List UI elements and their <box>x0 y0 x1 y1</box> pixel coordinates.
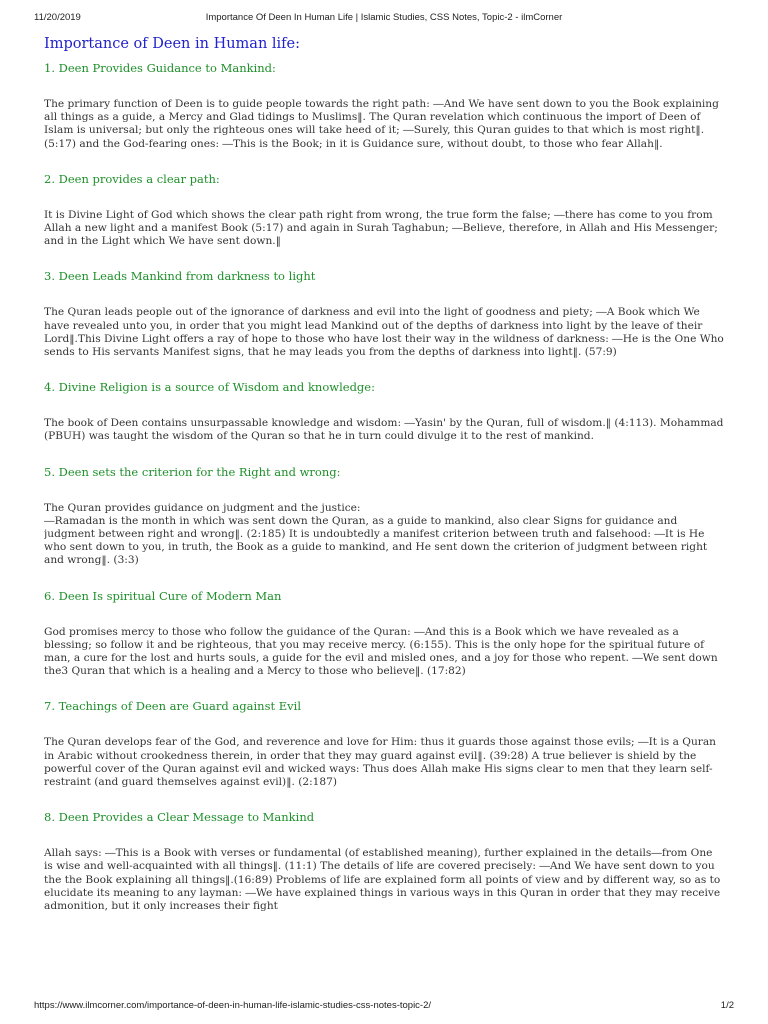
section-body-5: The Quran provides guidance on judgment and the justice: ―Ramadan is the month in which was sent down the Quran, as a guide to mankind, also clear Signs for guidance and judgment between right and wrong‖. (2:185) It is undoubtedly a manifest criterion between truth and falsehood: ―It is He who sent down to you, in truth, the Book as a guide to mankind, and He sent down the criterion of judgment between right and wrong‖. (3:3) <box>44 501 708 567</box>
section-heading-6: 6. Deen Is spiritual Cure of Modern Man <box>44 588 282 603</box>
section-heading-1: 1. Deen Provides Guidance to Mankind: <box>44 61 276 75</box>
section-heading-3: 3. Deen Leads Mankind from darkness to light <box>44 269 316 284</box>
article <box>44 36 724 994</box>
article-title: Importance of Deen in Human life: <box>44 36 301 52</box>
page-url: https://www.ilmcorner.com/importance-of-deen-in-human-life-islamic-studies-css-notes-topic-2/ <box>34 1000 432 1011</box>
page-number: 1/2 <box>720 1000 734 1011</box>
section-heading-7: 7. Teachings of Deen are Guard against Evil <box>44 699 302 714</box>
section-body-4: The book of Deen contains unsurpassable knowledge and wisdom: ―Yasin' by the Quran, full of wisdom.‖ (4:113). Mohammad (PBUH) was taught the wisdom of the Quran so that he in turn could divulge it to the rest of mankind. <box>44 417 724 443</box>
section-heading-5: 5. Deen sets the criterion for the Right and wrong: <box>44 464 341 479</box>
section-body-6: God promises mercy to those who follow the guidance of the Quran: ―And this is a Book which we have revealed as a blessing; so follow it and be righteous, that you may receive mercy. (6:155). This is the only hope for the spiritual future of man, a cure for the lost and hurts souls, a guide for the evil and misled ones, and a joy for those who repent. ―We sent down the3 Quran that which is a healing and a Mercy to those who believe‖. (17:82) <box>44 625 718 678</box>
section-body-7: The Quran develops fear of the God, and reverence and love for Him: thus it guards those against those evils; ―It is a Quran in Arabic without crookedness therein, in order that they may guard against evil‖. (39:28) A true believer is shield by the powerful cover of the Quran against evil and wicked ways: Thus does Allah make His signs clear to men that they learn self-restraint (and guard themselves against evil)‖. (2:187) <box>44 736 716 789</box>
section-body-2: It is Divine Light of God which shows the clear path right from wrong, the true form the false; ―there has come to you from Allah a new light and a manifest Book (5:17) and again in Surah Taghabun; ―Believe, therefore, in Allah and His Messenger; and in the Light which We have sent down.‖ <box>44 208 718 248</box>
section-heading-2: 2. Deen provides a clear path: <box>44 171 220 186</box>
section-body-1: The primary function of Deen is to guide people towards the right path: ―And We have sent down to you the Book explaining all things as a guide, a Mercy and Glad tidings to Muslims‖. The Quran revelation which continuous the import of Deen of Islam is universal; but only the righteous ones will take heed of it; ―Surely, this Quran guides to that which is most right‖. (5:17) and the God-fearing ones: ―This is the Book; in it is Guidance sure, without doubt, to those who fear Allah‖. <box>44 98 719 150</box>
section-heading-8: 8. Deen Provides a Clear Message to Mankind <box>44 810 315 825</box>
print-date: 11/20/2019 <box>34 12 81 23</box>
print-header <box>34 12 734 23</box>
print-page-title: Importance Of Deen In Human Life | Islamic Studies, CSS Notes, Topic-2 - ilmCorner <box>205 12 563 23</box>
section-body-3: The Quran leads people out of the ignorance of darkness and evil into the light of goodness and piety; ―A Book which We have revealed unto you, in order that you might lead Mankind out of the depths of darkness into light by the leave of their Lord‖.This Divine Light offers a ray of hope to those who have lost their way in the wildness of darkness: ―He is the One Who sends to His servants Manifest signs, that he may leads you from the depths of darkness into light‖. (57:9) <box>44 306 724 359</box>
print-footer <box>34 1000 734 1011</box>
section-heading-4: 4. Divine Religion is a source of Wisdom and knowledge: <box>44 380 375 395</box>
section-body-8: Allah says: ―This is a Book with verses or fundamental (of established meaning), further explained in the details―from One is wise and well-acquainted with all things‖. (11:1) The details of life are covered precisely: ―And We have sent down to you the the Book explaining all things‖.(16:89) Problems of life are explained form all points of view and by different way, so as to elucidate its meaning to any layman: ―We have explained things in various ways in this Quran in order that they may receive admonition, but it only increases their fight <box>44 847 721 913</box>
